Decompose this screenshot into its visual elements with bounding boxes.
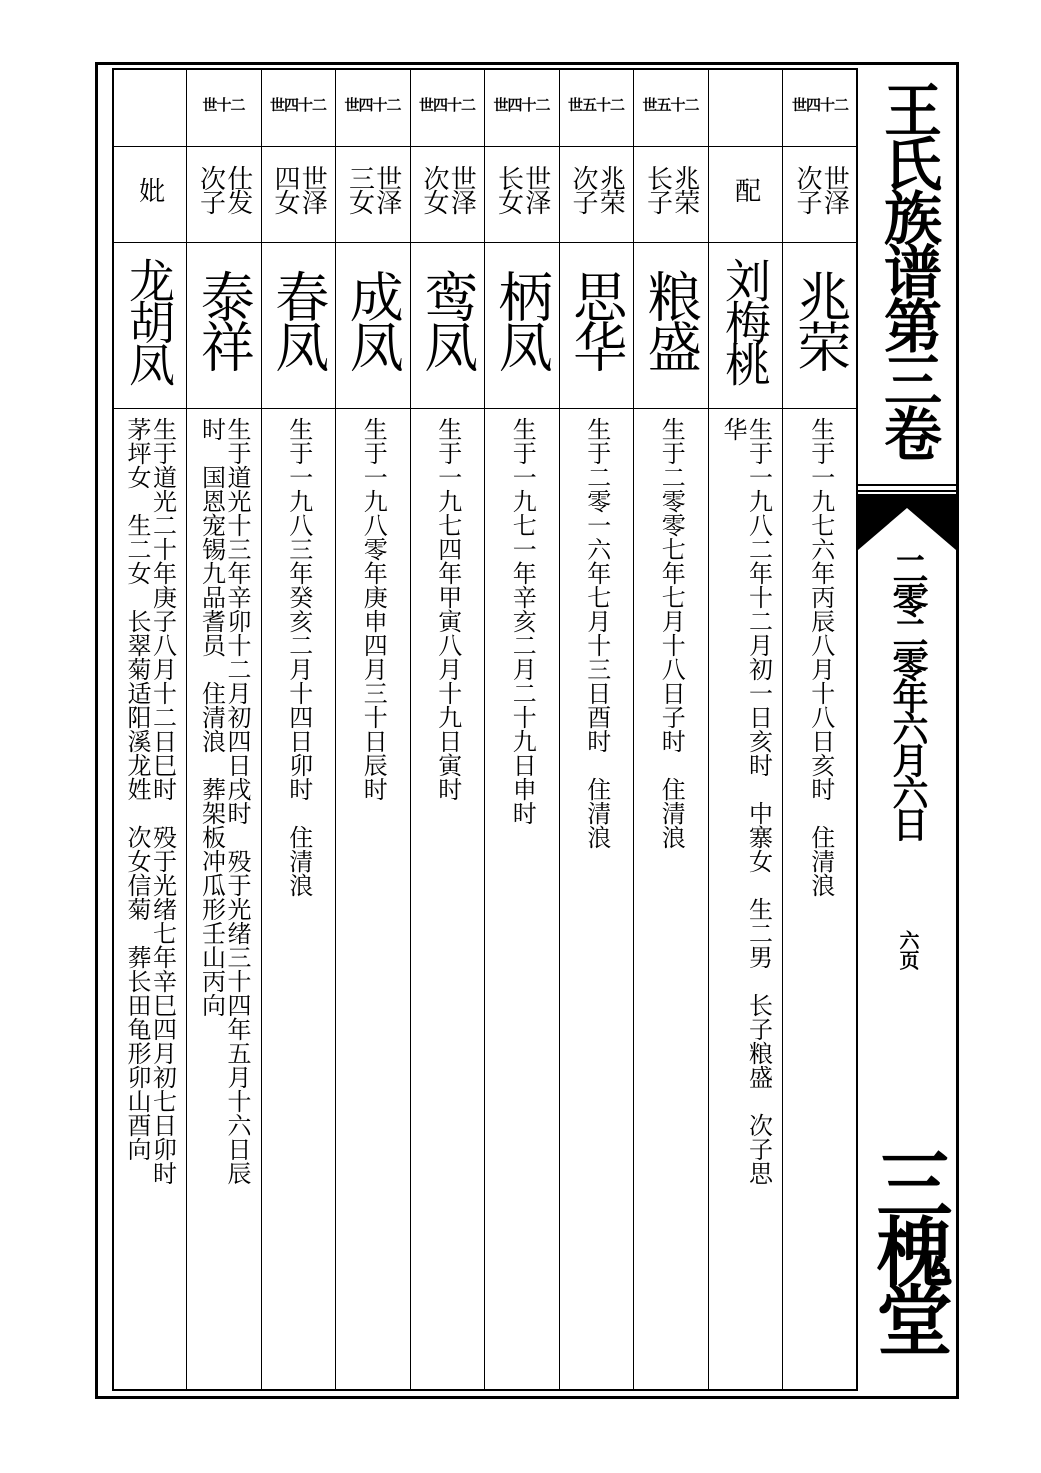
relation-cell: 妣 [134, 177, 165, 201]
edition-date: 二零二零年六月六日 [887, 550, 929, 838]
person-name: 龙胡凤 [122, 257, 176, 383]
biography-cell: 生于一九七六年丙辰八月十八日亥时 住清浪 [806, 417, 835, 897]
spine-rule [858, 484, 956, 486]
generation-cell: 世四十二 [493, 96, 550, 114]
biography-cell: 生于一九八二年十二月初一日亥时 中寨女 生二男 长子粮盛 次子思 华 [719, 417, 773, 1185]
generation-cell: 世五十二 [567, 96, 624, 114]
relation-cell: 仕发 次子 [195, 165, 253, 213]
relation-cell: 世泽 次子 [792, 165, 850, 213]
spine-rule [858, 490, 956, 492]
relation-cell: 兆荣 长子 [642, 165, 700, 213]
person-name: 柄凤 [490, 269, 554, 369]
relation-cell: 配 [730, 177, 761, 201]
generation-cell: 世十二 [202, 96, 245, 114]
person-name: 鸾凤 [415, 269, 479, 369]
generation-cell [708, 70, 782, 146]
generation-cell: 世五十二 [642, 96, 699, 114]
person-name: 思华 [564, 269, 628, 369]
biography-cell: 生于一九七一年辛亥二月二十九日申时 [508, 417, 537, 825]
biography-cell: 生于二零一六年七月十三日酉时 住清浪 [582, 417, 611, 849]
relation-cell: 兆荣 次子 [568, 165, 626, 213]
biography-cell: 生于二零零七年七月十八日子时 住清浪 [657, 417, 686, 849]
generation-cell: 世四十二 [791, 96, 848, 114]
generation-cell: 世四十二 [418, 96, 475, 114]
person-name: 刘梅桃 [718, 257, 772, 383]
biography-cell: 生于一九八三年癸亥二月十四日卯时 住清浪 [284, 417, 313, 897]
relation-cell: 世泽 四女 [270, 165, 328, 213]
person-name: 泰祥 [192, 269, 256, 369]
biography-cell: 生于道光十三年辛卯十二月初四日戌时 殁于光绪三十四年五月十六日辰 时 国恩宠锡九品耆员 住清浪 葬架板冲瓜形壬山丙向 [197, 417, 251, 1185]
page-number: 六页 [896, 930, 920, 970]
hall-name: 三槐堂 [864, 1145, 953, 1349]
generation-cell: 世四十二 [344, 96, 401, 114]
book-title: 王氏族谱第三卷 [874, 80, 942, 458]
generation-cell: 世四十二 [269, 96, 326, 114]
person-name: 春凤 [266, 269, 330, 369]
biography-cell: 生于一九八零年庚申四月三十日辰时 [359, 417, 388, 801]
biography-cell: 生于一九七四年甲寅八月十九日寅时 [433, 417, 462, 801]
relation-cell: 世泽 长女 [493, 165, 551, 213]
relation-cell: 世泽 次女 [419, 165, 477, 213]
relation-cell: 世泽 三女 [344, 165, 402, 213]
person-name: 粮盛 [639, 269, 703, 369]
person-name: 兆荣 [788, 269, 852, 369]
generation-cell [112, 70, 186, 146]
fishtail-ribbon-icon [858, 494, 956, 554]
biography-cell: 生于道光二十年庚子八月十二日巳时 殁于光绪七年辛巳四月初七日卯时 茅坪女 生二女 长翠菊适阳溪龙姓 次女信菊 葬长田龟形卯山酉向 [123, 417, 177, 1185]
person-name: 成凤 [341, 269, 405, 369]
